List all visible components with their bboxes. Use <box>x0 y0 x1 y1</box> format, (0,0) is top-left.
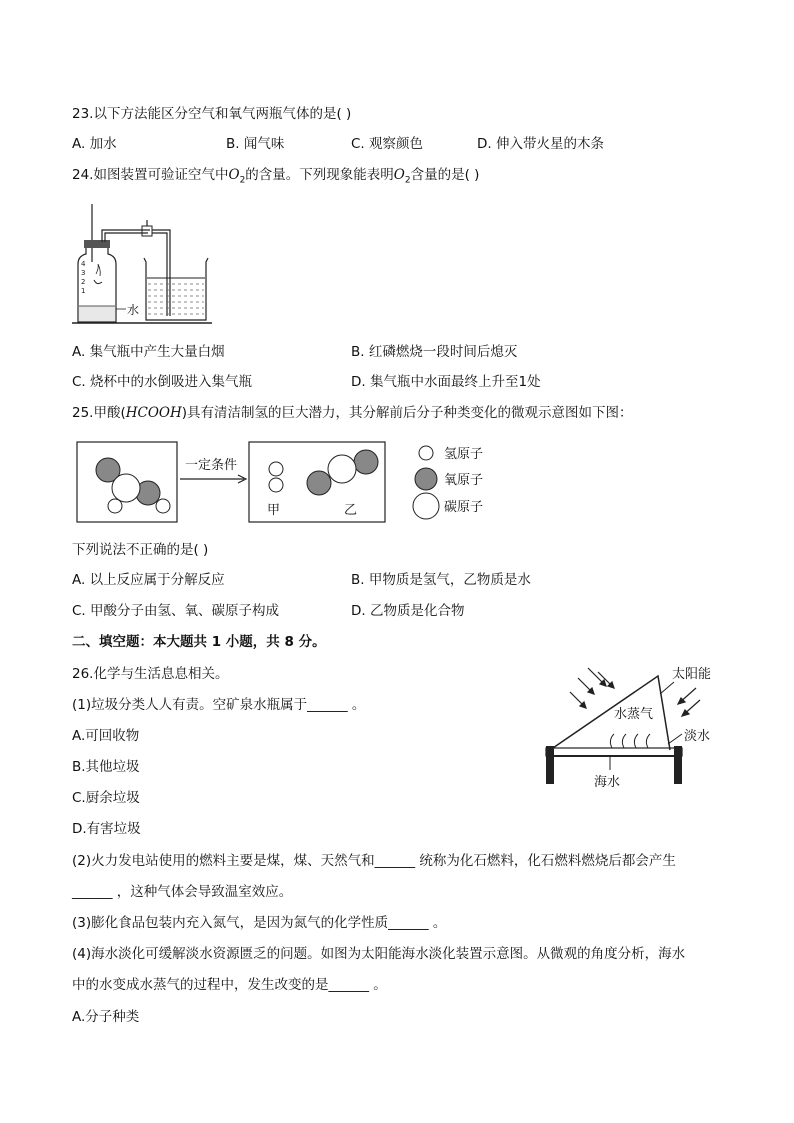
q25-option-a: A. 以上反应属于分解反应 <box>72 572 225 588</box>
sun-label: 太阳能 <box>672 667 712 682</box>
q23-question: 23.以下方法能区分空气和氧气两瓶气体的是( ) <box>72 106 352 122</box>
q25-sub-question: 下列说法不正确的是( ) <box>72 542 209 558</box>
scale-mark-2: 2 <box>81 278 86 286</box>
scale-mark-4: 4 <box>81 260 86 268</box>
q24-apparatus-figure <box>72 200 212 324</box>
q26-part4-line1: (4)海水淡化可缓解淡水资源匮乏的问题。如图为太阳能海水淡化装置示意图。从微观的角度分析，海水 <box>72 946 686 962</box>
legend-carbon: 碳原子 <box>444 500 484 515</box>
q26-part1-option-d: D.有害垃圾 <box>72 821 141 837</box>
fresh-water-label: 淡水 <box>684 729 711 744</box>
q23-option-d: D. 伸入带火星的木条 <box>477 136 604 152</box>
q24-question: 24.如图装置可验证空气中$O_2$的含量。下列现象能表明$O_2$含量的是( ) <box>72 167 480 186</box>
q26-title: 26.化学与生活息息相关。 <box>72 666 229 682</box>
q26-part3: (3)膨化食品包装内充入氮气，是因为氮气的化学性质______ 。 <box>72 915 447 931</box>
q25-option-c: C. 甲酸分子由氢、氧、碳原子构成 <box>72 603 280 619</box>
water-label: 水 <box>127 303 140 317</box>
q23-option-a: A. 加水 <box>72 136 117 152</box>
desalination-figure <box>540 658 730 792</box>
q25-molecule-figure <box>72 436 512 528</box>
q26-part2-line1: (2)火力发电站使用的燃料主要是煤，煤、天然气和______ 统称为化石燃料，化石燃料燃烧后都会产生 <box>72 853 676 869</box>
q26-part2-line2: ______ ，这种气体会导致温室效应。 <box>72 884 293 900</box>
arrow-label: 一定条件 <box>185 458 238 473</box>
product-a-label: 甲 <box>267 503 281 518</box>
q25-option-b: B. 甲物质是氢气，乙物质是水 <box>351 572 531 588</box>
q26-part4-option-a: A.分子种类 <box>72 1009 140 1025</box>
scale-mark-1: 1 <box>81 287 86 295</box>
q26-part1-option-b: B.其他垃圾 <box>72 759 140 775</box>
q24-option-c: C. 烧杯中的水倒吸进入集气瓶 <box>72 374 253 390</box>
sea-water-label: 海水 <box>594 775 621 790</box>
legend-oxygen: 氧原子 <box>444 473 484 488</box>
q25-question: 25.甲酸(HCOOH)具有清洁制氢的巨大潜力，其分解前后分子种类变化的微观示意图如下图： <box>72 405 633 421</box>
q23-option-c: C. 观察颜色 <box>351 136 424 152</box>
q24-option-a: A. 集气瓶中产生大量白烟 <box>72 344 225 360</box>
q26-part1-option-a: A.可回收物 <box>72 728 140 744</box>
q26-part4-line2: 中的水变成水蒸气的过程中，发生改变的是______ 。 <box>72 977 387 993</box>
q26-part1: (1)垃圾分类人人有责。空矿泉水瓶属于______ 。 <box>72 697 366 713</box>
q26-part1-option-c: C.厨余垃圾 <box>72 790 140 806</box>
vapor-label: 水蒸气 <box>614 707 654 722</box>
scale-mark-3: 3 <box>81 269 86 277</box>
q25-option-d: D. 乙物质是化合物 <box>351 603 465 619</box>
legend-hydrogen: 氢原子 <box>444 447 484 462</box>
section-heading: 二、填空题：本大题共 1 小题，共 8 分。 <box>72 634 326 650</box>
q23-option-b: B. 闻气味 <box>226 136 285 152</box>
product-b-label: 乙 <box>344 503 358 518</box>
q24-option-b: B. 红磷燃烧一段时间后熄灭 <box>351 344 518 360</box>
q24-option-d: D. 集气瓶中水面最终上升至1处 <box>351 374 541 390</box>
